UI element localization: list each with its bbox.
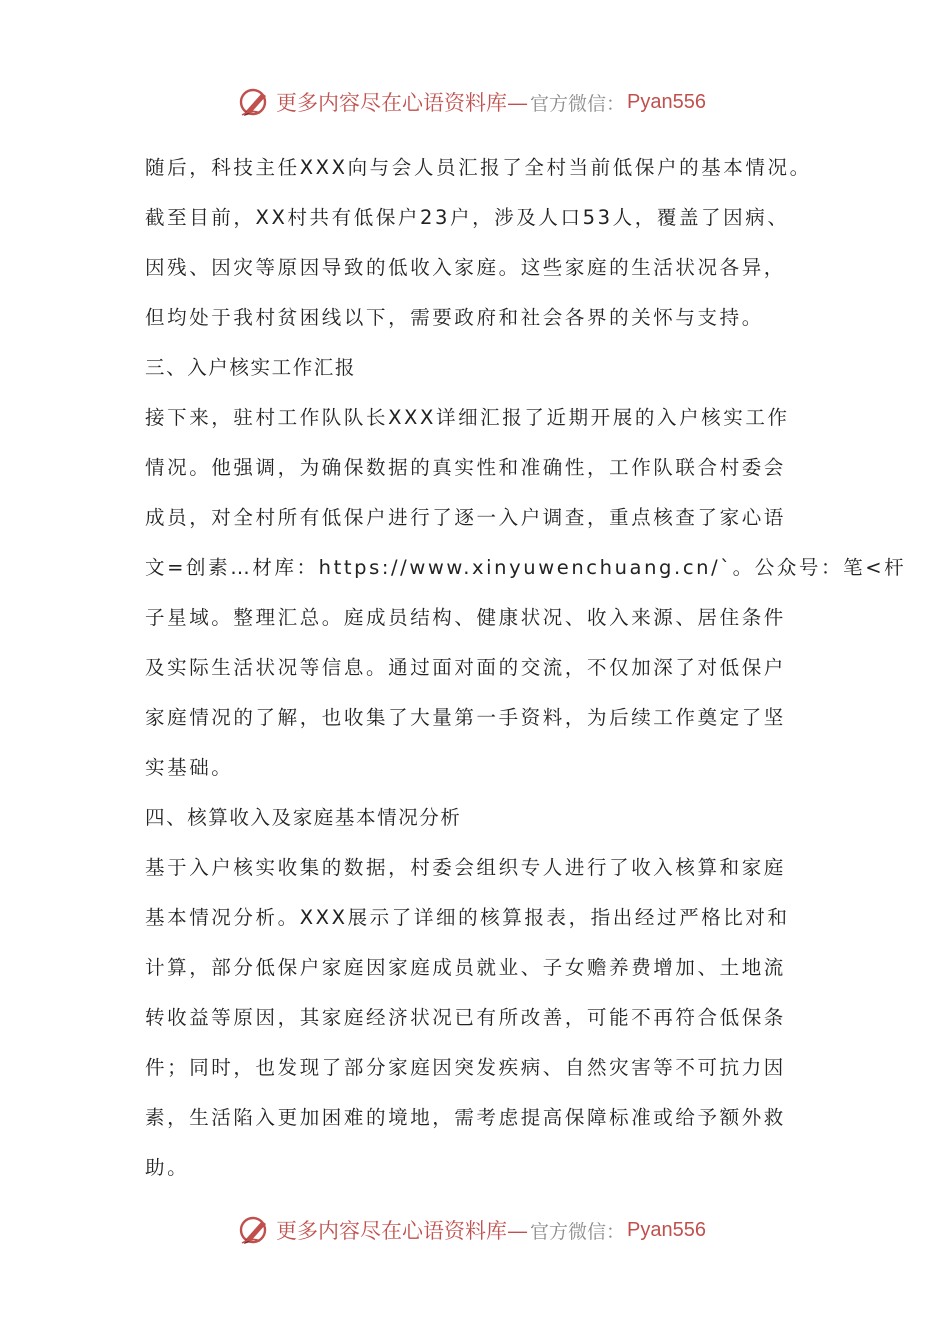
body-line: 素，生活陷入更加困难的境地，需考虑提高保障标准或给予额外救: [145, 1106, 786, 1129]
body-line: 实基础。: [145, 756, 234, 779]
body-line-with-url: 文=创素…材库：https://www.xinyuwenchuang.cn/`。公众号：笔<杆: [145, 556, 907, 579]
body-line: 基于入户核实收集的数据，村委会组织专人进行了收入核算和家庭: [145, 856, 786, 879]
body-line: 家庭情况的了解，也收集了大量第一手资料，为后续工作奠定了坚: [145, 706, 786, 729]
section-heading-4: 四、核算收入及家庭基本情况分析: [145, 806, 462, 829]
watermark-account: Pyan556: [627, 90, 706, 113]
document-body: [145, 143, 907, 1193]
watermark-account: Pyan556: [627, 1218, 706, 1241]
section-heading-3: 三、入户核实工作汇报: [145, 356, 357, 379]
body-line: 情况。他强调，为确保数据的真实性和准确性，工作队联合村委会: [145, 456, 786, 479]
pen-logo-icon: [238, 1213, 272, 1247]
body-line: 转收益等原因，其家庭经济状况已有所改善，可能不再符合低保条: [145, 1006, 786, 1029]
pen-logo-icon: [238, 85, 272, 119]
body-line: 截至目前，XX村共有低保户23户，涉及人口53人，覆盖了因病、: [145, 206, 790, 229]
body-line: 接下来，驻村工作队队长XXX详细汇报了近期开展的入户核实工作: [145, 406, 790, 429]
watermark-slogan: 更多内容尽在心语资料库—: [276, 91, 528, 115]
body-line: 但均处于我村贫困线以下，需要政府和社会各界的关怀与支持。: [145, 306, 764, 329]
body-line: 因残、因灾等原因导致的低收入家庭。这些家庭的生活状况各异，: [145, 256, 786, 279]
watermark-slogan: 更多内容尽在心语资料库—: [276, 1219, 528, 1243]
body-line: 子星域。整理汇总。庭成员结构、健康状况、收入来源、居住条件: [145, 606, 786, 629]
footer-watermark: [0, 1210, 950, 1250]
watermark-official-label: 官方微信：: [530, 92, 626, 115]
body-line: 助。: [145, 1156, 190, 1179]
body-line: 件；同时，也发现了部分家庭因突发疾病、自然灾害等不可抗力因: [145, 1056, 786, 1079]
body-line: 计算，部分低保户家庭因家庭成员就业、子女赡养费增加、土地流: [145, 956, 786, 979]
watermark-official-label: 官方微信：: [530, 1220, 626, 1243]
body-line: 基本情况分析。XXX展示了详细的核算报表，指出经过严格比对和: [145, 906, 790, 929]
body-line: 随后，科技主任XXX向与会人员汇报了全村当前低保户的基本情况。: [145, 156, 812, 179]
body-line: 及实际生活状况等信息。通过面对面的交流，不仅加深了对低保户: [145, 656, 786, 679]
body-line: 成员，对全村所有低保户进行了逐一入户调查，重点核查了家心语: [145, 506, 786, 529]
header-watermark: [0, 82, 950, 122]
